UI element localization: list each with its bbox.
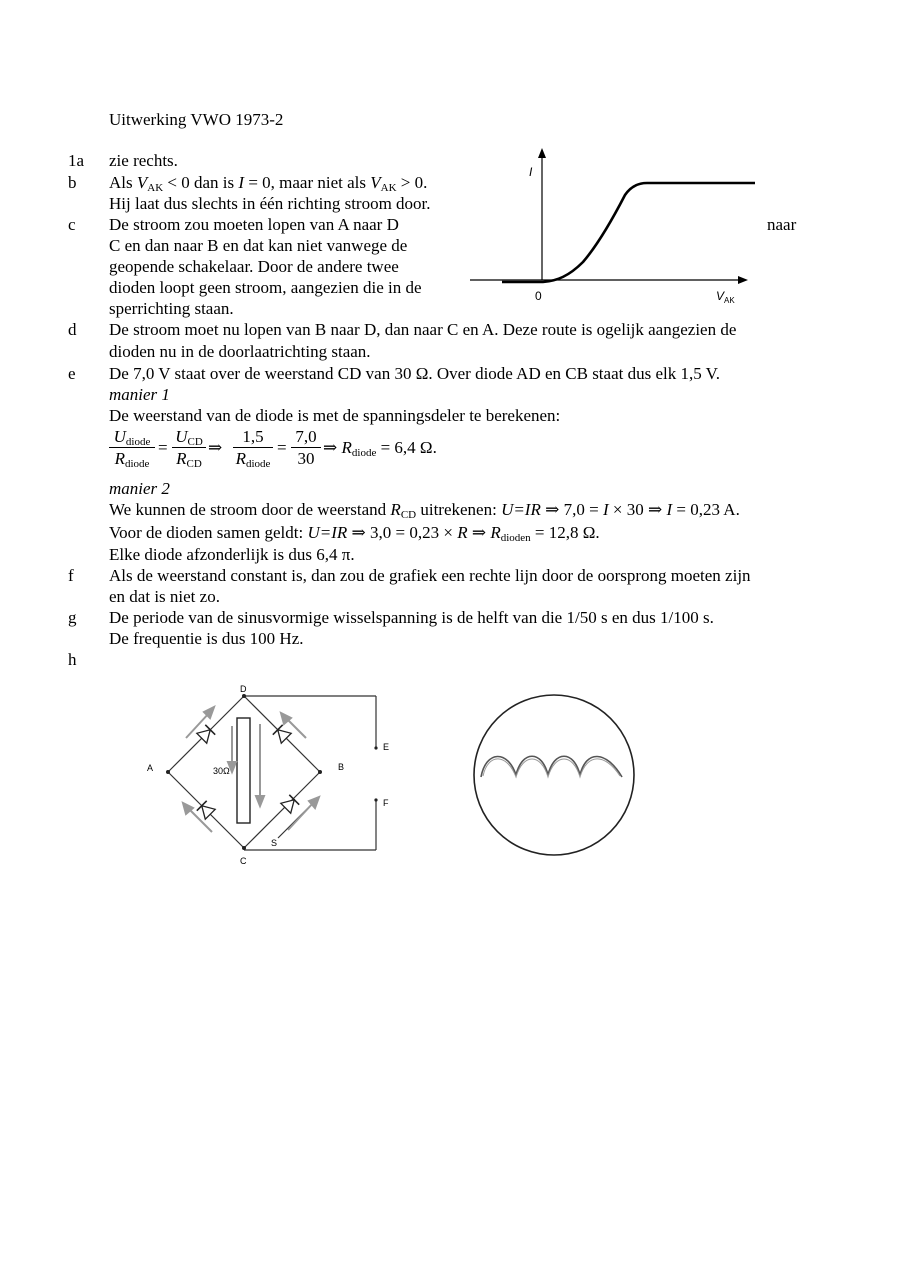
iv-characteristic-graph bbox=[465, 140, 765, 310]
item-g-line-2: De frequentie is dus 100 Hz. bbox=[109, 629, 304, 648]
item-label-g: g bbox=[68, 608, 77, 627]
node-d-label: D bbox=[240, 684, 247, 694]
item-e-line-5: Elke diode afzonderlijk is dus 6,4 π. bbox=[109, 545, 355, 564]
item-f-line-1: Als de weerstand constant is, dan zou de grafiek een rechte lijn door de oorsprong moeten zijn bbox=[109, 566, 751, 585]
item-label-b: b bbox=[68, 173, 77, 192]
item-e-line-3: We kunnen de stroom door de weerstand $R_{CD}$ uitrekenen: U=IR ⇒ 7,0 = I × 30 ⇒ I = 0,23 A. bbox=[109, 500, 740, 521]
node-e-label: E bbox=[383, 742, 390, 752]
diode-cb-icon bbox=[281, 795, 299, 813]
iv-curve bbox=[502, 183, 755, 282]
x-axis-arrow bbox=[738, 276, 748, 284]
y-axis-label: I bbox=[529, 165, 533, 179]
item-c-naar: naar bbox=[767, 215, 797, 234]
bridge-rectifier-circuit bbox=[140, 678, 400, 870]
formula-result: ⇒ $R_{diode} = 6,4$ Ω. bbox=[323, 438, 437, 459]
resistor-label: 30Ω bbox=[213, 766, 230, 776]
oscilloscope-screen bbox=[470, 690, 638, 860]
item-e-line-4: Voor de dioden samen geldt: U=IR ⇒ 3,0 = 0,23 × R ⇒ $R_{dioden} = 12,8$ Ω. bbox=[109, 523, 600, 544]
node-f-label: F bbox=[383, 798, 389, 808]
switch-s-label: S bbox=[271, 838, 278, 848]
item-label-e: e bbox=[68, 364, 76, 383]
item-label-f: f bbox=[68, 566, 74, 585]
node-b-label: B bbox=[338, 762, 345, 772]
resistor-30-ohm bbox=[237, 718, 250, 823]
item-c-line-1: De stroom zou moeten lopen van A naar D bbox=[109, 215, 399, 234]
y-axis-arrow bbox=[538, 148, 546, 158]
item-c-line-5: sperrichting staan. bbox=[109, 299, 234, 318]
item-c-line-3: geopende schakelaar. Door de andere twee bbox=[109, 257, 399, 276]
screen-circle bbox=[474, 695, 634, 855]
manier-1-heading: manier 1 bbox=[109, 385, 170, 404]
item-label-h: h bbox=[68, 650, 77, 669]
fraction-udiode-rdiode: $U_{diode}$ $R_{diode}$ bbox=[109, 427, 155, 470]
item-c-line-2: C en dan naar B en dat kan niet vanwege de bbox=[109, 236, 408, 255]
origin-label: 0 bbox=[535, 289, 542, 303]
page-title: Uitwerking VWO 1973-2 bbox=[109, 110, 284, 129]
equals-sign-2: = bbox=[277, 438, 287, 457]
item-d-line-2: dioden nu in de doorlaatrichting staan. bbox=[109, 342, 371, 361]
item-c-line-4: dioden loopt geen stroom, aangezien die in de bbox=[109, 278, 422, 297]
equals-sign: = bbox=[158, 438, 168, 457]
item-1a-text: zie rechts. bbox=[109, 151, 178, 170]
manier-2-heading: manier 2 bbox=[109, 479, 170, 498]
item-e-line-2: De weerstand van de diode is met de spanningsdeler te berekenen: bbox=[109, 406, 561, 425]
item-label-c: c bbox=[68, 215, 76, 234]
item-e-line-1: De 7,0 V staat over de weerstand CD van 30 Ω. Over diode AD en CB staat dus elk 1,5 V. bbox=[109, 364, 721, 383]
node-c-label: C bbox=[240, 856, 247, 866]
fraction-15-rdiode: 1,5 $R_{diode}$ bbox=[233, 427, 273, 470]
item-b-line-2: Hij laat dus slechts in één richting stroom door. bbox=[109, 194, 431, 213]
item-g-line-1: De periode van de sinusvormige wisselspanning is de helft van die 1/50 s en dus 1/100 s. bbox=[109, 608, 714, 627]
implies-sign: ⇒ bbox=[208, 438, 223, 457]
item-d-line-1: De stroom moet nu lopen van B naar D, dan naar C en A. Deze route is ogelijk aangezien de bbox=[109, 320, 737, 339]
item-b-line-1: Als $V_{AK} < 0$ dan is I = 0, maar niet als $V_{AK} > 0$. bbox=[109, 173, 428, 194]
item-label-1a: 1a bbox=[68, 151, 85, 170]
item-f-line-2: en dat is niet zo. bbox=[109, 587, 220, 606]
item-label-d: d bbox=[68, 320, 77, 339]
circuit-nodes bbox=[166, 694, 378, 850]
x-axis-label: $V_{AK}$ bbox=[716, 289, 735, 305]
fraction-ucd-rcd: $U_{CD}$ $R_{CD}$ bbox=[172, 427, 206, 470]
fraction-70-30: $\frac{7,0}{30}$ bbox=[291, 427, 321, 470]
node-a-label: A bbox=[147, 763, 154, 773]
